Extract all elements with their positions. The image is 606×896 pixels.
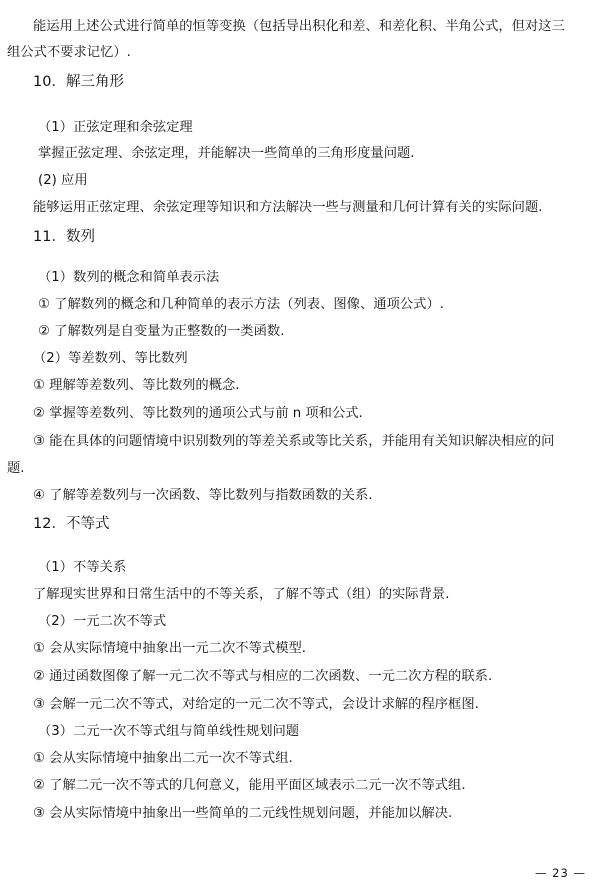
section-12-text-1: 了解现实世界和日常生活中的不等关系，了解不等式（组）的实际背景. bbox=[33, 587, 450, 602]
section-11-item-1: ① 了解数列的概念和几种简单的表示方法（列表、图像、通项公式）. bbox=[38, 297, 444, 312]
section-11-item-2: ② 了解数列是自变量为正整数的一类函数. bbox=[38, 324, 285, 339]
section-12-subheading-3: （3）二元一次不等式组与简单线性规划问题 bbox=[38, 724, 300, 739]
section-10-text-1: 掌握正弦定理、余弦定理，并能解决一些简单的三角形度量问题. bbox=[38, 146, 415, 161]
section-11-item-3: ① 理解等差数列、等比数列的概念. bbox=[33, 378, 240, 393]
section-11-subheading-2: （2）等差数列、等比数列 bbox=[33, 351, 188, 366]
section-12-item-3: ③ 会解一元二次不等式，对给定的一元二次不等式，会设计求解的程序框图. bbox=[33, 697, 479, 712]
section-12-item-1: ① 会从实际情境中抽象出一元二次不等式模型. bbox=[33, 641, 307, 656]
section-11-item-4: ② 掌握等差数列、等比数列的通项公式与前 n 项和公式. bbox=[33, 406, 363, 421]
section-12-item-2: ② 通过函数图像了解一元二次不等式与相应的二次函数、一元二次方程的联系. bbox=[33, 669, 493, 684]
section-12-subheading-1: （1）不等关系 bbox=[38, 560, 127, 575]
section-12-item-4: ① 会从实际情境中抽象出二元一次不等式组. bbox=[33, 751, 293, 766]
section-10-text-2: 能够运用正弦定理、余弦定理等知识和方法解决一些与测量和几何计算有关的实际问题. bbox=[33, 200, 543, 215]
section-10-heading: 10．解三角形 bbox=[33, 74, 124, 90]
section-11-item-5-line-1: ③ 能在具体的问题情境中识别数列的等差关系或等比关系，并能用有关知识解决相应的问 bbox=[33, 434, 555, 449]
section-10-subheading-1: （1）正弦定理和余弦定理 bbox=[38, 120, 193, 135]
intro-line-2: 组公式不要求记忆）. bbox=[7, 45, 131, 60]
section-11-item-6: ④ 了解等差数列与一次函数、等比数列与指数函数的关系. bbox=[33, 488, 373, 503]
section-11-heading: 11．数列 bbox=[33, 229, 95, 245]
intro-line-1: 能运用上述公式进行简单的恒等变换（包括导出积化和差、和差化积、半角公式，但对这三 bbox=[33, 19, 565, 34]
section-12-item-5: ② 了解二元一次不等式的几何意义，能用平面区域表示二元一次不等式组. bbox=[33, 778, 466, 793]
page-number: — 23 — bbox=[535, 866, 586, 880]
section-12-item-6: ③ 会从实际情境中抽象出一些简单的二元线性规划问题，并能加以解决. bbox=[33, 806, 453, 821]
section-11-item-5-line-2: 题. bbox=[7, 461, 25, 476]
section-10-subheading-2: (2) 应用 bbox=[38, 173, 88, 188]
section-12-subheading-2: （2）一元二次不等式 bbox=[38, 614, 167, 629]
section-11-subheading-1: （1）数列的概念和简单表示法 bbox=[38, 270, 220, 285]
section-12-heading: 12．不等式 bbox=[33, 516, 110, 532]
